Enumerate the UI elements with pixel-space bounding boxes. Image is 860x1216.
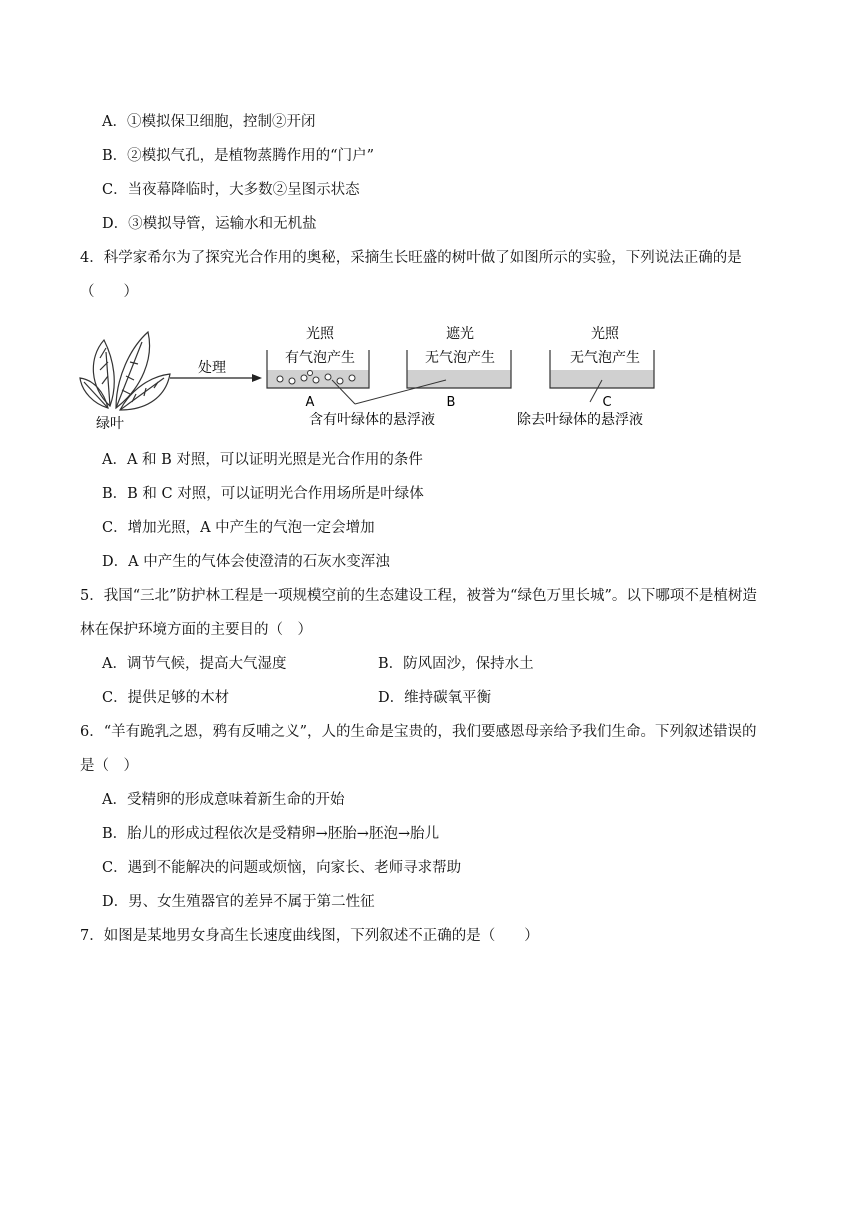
q7-stem: 7．如图是某地男女身高生长速度曲线图，下列叙述不正确的是（ ） bbox=[80, 928, 539, 944]
a-top-label-1: 光照 bbox=[306, 326, 334, 342]
q4-experiment-figure bbox=[70, 318, 670, 438]
q6-option-b: B．胎儿的形成过程依次是受精卵→胚胎→胚泡→胎儿 bbox=[102, 826, 440, 842]
a-letter: A bbox=[305, 395, 315, 410]
q6-stem-line2: 是（ ） bbox=[80, 758, 138, 774]
b-top-label-1: 遮光 bbox=[446, 326, 474, 342]
c-top-label-1: 光照 bbox=[591, 326, 619, 342]
arrow-label: 处理 bbox=[198, 360, 226, 376]
q4-stem-line1: 4．科学家希尔为了探究光合作用的奥秘，采摘生长旺盛的树叶做了如图所示的实验，下列说法正确的是 bbox=[80, 250, 742, 266]
q4-option-b: B．B 和 C 对照，可以证明光合作用场所是叶绿体 bbox=[102, 486, 424, 502]
q4-option-a: A．A 和 B 对照，可以证明光照是光合作用的条件 bbox=[102, 452, 423, 468]
c-top-label-2: 无气泡产生 bbox=[570, 350, 640, 366]
q5-stem-line1: 5．我国“三北”防护林工程是一项规模空前的生态建设工程，被誉为“绿色万里长城”。以下哪项不是植树造 bbox=[80, 588, 757, 604]
q3-option-a: A．①模拟保卫细胞，控制②开闭 bbox=[102, 114, 316, 130]
b-letter: B bbox=[446, 395, 456, 410]
q6-stem-line1: 6．“羊有跪乳之恩，鸦有反哺之义”，人的生命是宝贵的，我们要感恩母亲给予我们生命。下列叙述错误的 bbox=[80, 724, 757, 740]
b-top-label-2: 无气泡产生 bbox=[425, 350, 495, 366]
q3-option-d: D．③模拟导管，运输水和无机盐 bbox=[102, 216, 317, 232]
q5-option-c: C．提供足够的木材 bbox=[102, 690, 230, 706]
q4-option-d: D．A 中产生的气体会使澄清的石灰水变浑浊 bbox=[102, 554, 390, 570]
ab-caption: 含有叶绿体的悬浮液 bbox=[309, 412, 435, 428]
arrow-head-icon bbox=[252, 374, 262, 382]
q6-option-c: C．遇到不能解决的问题或烦恼，向家长、老师寻求帮助 bbox=[102, 860, 462, 876]
q5-option-b: B．防风固沙，保持水土 bbox=[378, 656, 534, 672]
q6-option-a: A．受精卵的形成意味着新生命的开始 bbox=[102, 792, 345, 808]
leaf-cluster-icon bbox=[80, 332, 170, 410]
q3-option-c: C．当夜幕降临时，大多数②呈图示状态 bbox=[102, 182, 360, 198]
q5-option-a: A．调节气候，提高大气湿度 bbox=[102, 656, 287, 672]
q6-option-d: D．男、女生殖器官的差异不属于第二性征 bbox=[102, 894, 375, 910]
q4-stem-line2: （ ） bbox=[80, 284, 138, 300]
a-top-label-2: 有气泡产生 bbox=[285, 350, 355, 366]
q4-option-c: C．增加光照，A 中产生的气泡一定会增加 bbox=[102, 520, 375, 536]
q5-stem-line2: 林在保护环境方面的主要目的（ ） bbox=[80, 622, 312, 638]
leaf-label: 绿叶 bbox=[96, 416, 124, 432]
q5-option-d: D．维持碳氧平衡 bbox=[378, 690, 492, 706]
c-caption: 除去叶绿体的悬浮液 bbox=[517, 412, 643, 428]
c-letter: C bbox=[602, 395, 612, 410]
q3-option-b: B．②模拟气孔，是植物蒸腾作用的“门户” bbox=[102, 148, 374, 164]
